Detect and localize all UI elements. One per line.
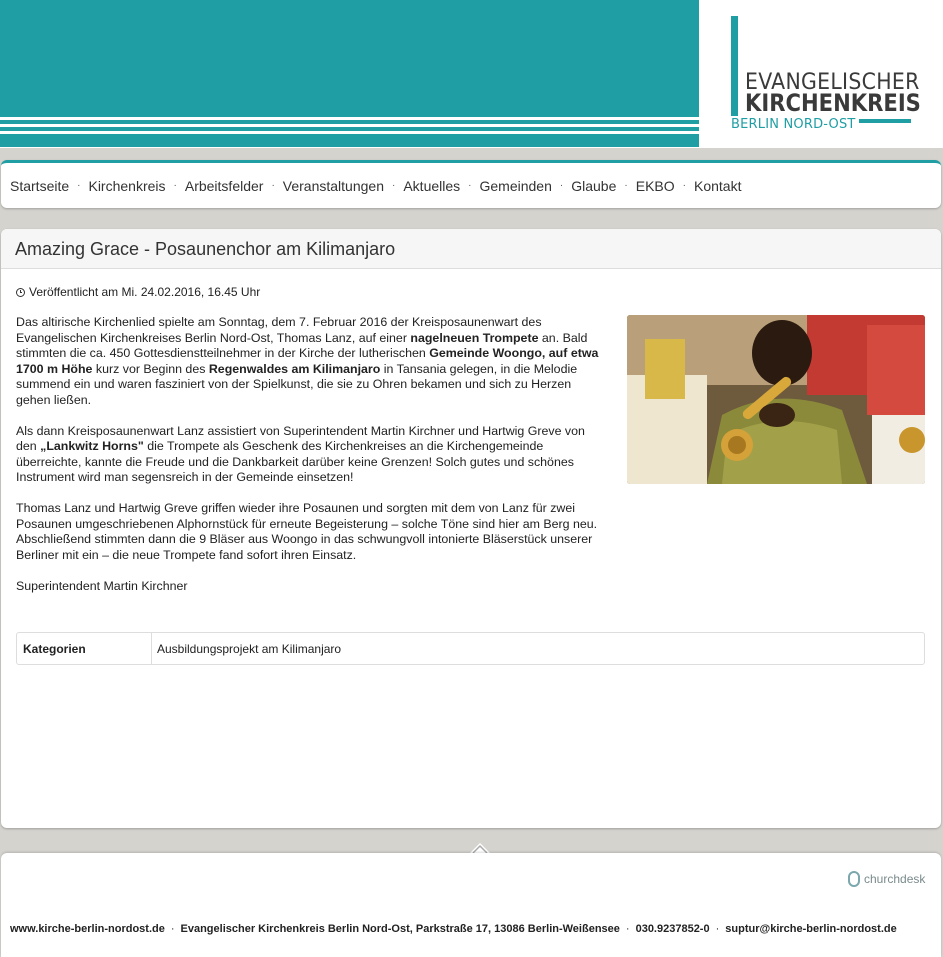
article-body: [16, 315, 608, 610]
nav-item-gemeinden[interactable]: Gemeinden: [479, 177, 552, 194]
footer-email-link[interactable]: suptur@kirche-berlin-nordost.de: [725, 923, 897, 935]
footer-website-link[interactable]: www.kirche-berlin-nordost.de: [10, 923, 165, 935]
header-banner: [0, 0, 699, 147]
category-label: Kategorien: [17, 633, 152, 664]
category-link[interactable]: Ausbildungsprojekt am Kilimanjaro: [157, 641, 342, 656]
clock-icon: [16, 288, 25, 297]
text-run: die Trompete als Geschenk des Kirchenkreises an die Kirchengemeinde überreichte, kannte die Freude und die Dankbarkeit darüber keine Grenzen! Solch gutes und schönes Instrument wird man segensreich in der Gemeinde einsetzen!: [16, 439, 574, 484]
site-header: [0, 0, 943, 148]
nav-item-ekbo[interactable]: EKBO: [635, 177, 675, 194]
paragraph-1: [16, 315, 608, 408]
text-run: kurz vor Beginn des: [92, 361, 209, 376]
logo-line-2: KIRCHENKREIS: [745, 89, 921, 117]
banner-stripe: [0, 117, 699, 120]
text-run: in Tansania gelegen, in die Melodie summend ein und waren fasziniert von der Spielkunst, die sie zu Ohren bekamen und sich zu Herzen gehen ließen.: [16, 361, 578, 407]
churchdesk-icon: [848, 871, 860, 887]
footer-separator: ·: [170, 923, 175, 935]
nav-separator: ·: [271, 180, 275, 191]
banner-stripe: [0, 124, 699, 127]
bold-text: „Lankwitz Horns": [40, 439, 144, 453]
nav-item-aktuelles[interactable]: Aktuelles: [403, 177, 461, 194]
nav-item-kirchenkreis[interactable]: Kirchenkreis: [88, 177, 166, 194]
footer-contact: [10, 923, 897, 935]
nav-separator: ·: [468, 180, 472, 191]
logo-bar: [731, 16, 738, 116]
footer-address: Evangelischer Kirchenkreis Berlin Nord-Ost, Parkstraße 17, 13086 Berlin-Weißensee: [180, 923, 620, 935]
nav-separator: ·: [559, 180, 564, 191]
text-run: an. Bald stimmten die ca. 450 Gottesdienstteilnehmer in der Kirche der lutherischen: [16, 330, 588, 360]
category-table: [16, 632, 925, 665]
site-logo[interactable]: [699, 0, 943, 147]
nav-separator: ·: [682, 180, 686, 191]
footer-separator: ·: [715, 923, 720, 935]
main-nav: [1, 160, 941, 208]
text-run: Als dann Kreisposaunenwart Lanz assistiert von Superintendent Martin Kirchner und Hartwig Greve von den: [16, 423, 585, 453]
footer-phone[interactable]: 030.9237852-0: [635, 923, 710, 935]
churchdesk-label: churchdesk: [864, 872, 926, 886]
published-date: [16, 285, 260, 299]
site-footer: [1, 853, 941, 957]
nav-item-glaube[interactable]: Glaube: [571, 177, 617, 194]
footer-separator: ·: [625, 923, 630, 935]
nav-item-veranstaltungen[interactable]: Veranstaltungen: [282, 177, 384, 194]
bold-text: Gemeinde Woongo, auf etwa 1700 m Höhe: [16, 346, 599, 376]
nav-separator: ·: [392, 180, 396, 191]
paragraph-3: Thomas Lanz und Hartwig Greve griffen wieder ihre Posaunen und sorgten mit dem von Lanz für zwei Posaunen umgeschriebenen Alphornstück für erneute Begeisterung – solche Töne sind hier am Berg neu. Abschließend stimmten dann die 9 Bläser aus Woongo in das schwungvoll intonierte Bläserstück unserer Berliner mit ein – die neue Trompete fand sofort ihren Einsatz.: [16, 501, 598, 562]
nav-item-arbeitsfelder[interactable]: Arbeitsfelder: [184, 177, 264, 194]
nav-item-startseite[interactable]: Startseite: [10, 177, 70, 194]
article-photo[interactable]: [627, 315, 925, 484]
article-title: Amazing Grace - Posaunenchor am Kilimanjaro: [15, 239, 396, 259]
banner-stripe: [0, 131, 699, 134]
text-run: Das altirische Kirchenlied spielte am Sonntag, dem 7. Februar 2016 der Kreisposaunenwart des Evangelischen Kirchenkreises Berlin Nord-Ost, Thomas Lanz, auf einer: [16, 315, 542, 345]
nav-separator: ·: [173, 180, 177, 191]
nav-separator: ·: [77, 180, 81, 191]
nav-separator: ·: [624, 180, 628, 191]
logo-line-3: BERLIN NORD-OST: [731, 117, 859, 132]
bold-text: Regenwaldes am Kilimanjaro: [208, 361, 381, 376]
logo-line-1: EVANGELISCHER: [745, 70, 920, 95]
paragraph-4: Superintendent Martin Kirchner: [16, 578, 188, 593]
bold-text: nagelneuen Trompete: [410, 330, 539, 345]
churchdesk-link[interactable]: [848, 871, 925, 887]
article-panel: [1, 229, 941, 828]
paragraph-2: [16, 424, 608, 486]
nav-item-kontakt[interactable]: Kontakt: [693, 177, 742, 194]
published-text: Veröffentlicht am Mi. 24.02.2016, 16.45 Uhr: [29, 285, 261, 299]
